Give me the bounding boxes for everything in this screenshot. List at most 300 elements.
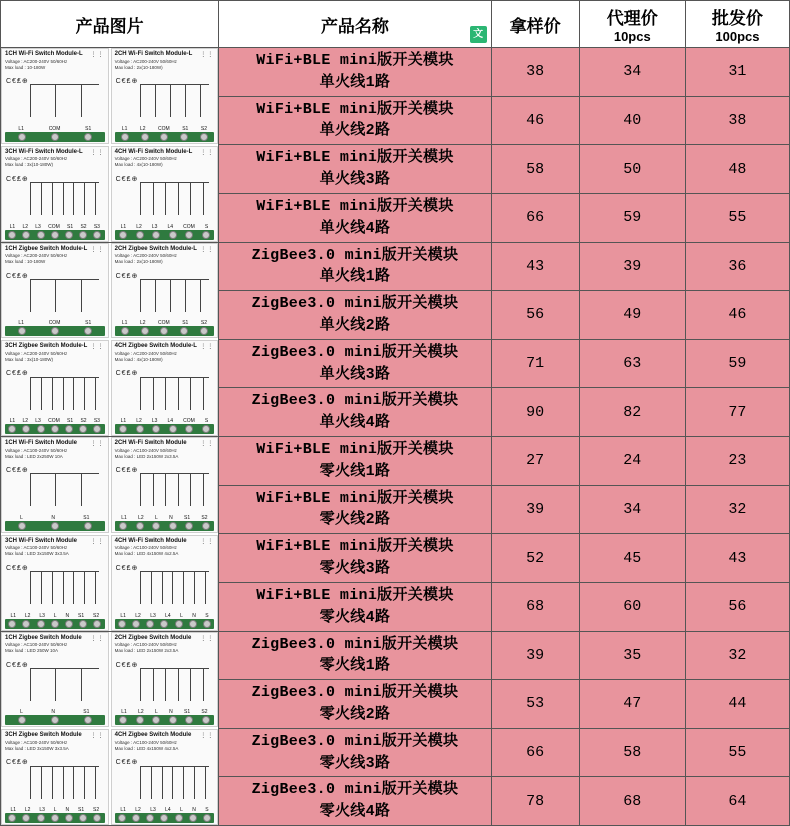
module-terminal-block xyxy=(115,326,215,336)
terminal-label: S1 xyxy=(77,807,85,813)
module-maxload: Max load : 2x(10-180W) xyxy=(114,64,163,70)
module-title: 1CH Wi-Fi Switch Module xyxy=(5,440,77,446)
certification-marks-icon: C€₤⊕ xyxy=(115,175,139,183)
module-wiring-diagram xyxy=(2,367,108,419)
sample-price-cell: 27 xyxy=(491,437,579,486)
wholesale-price-cell: 32 xyxy=(685,631,789,680)
module-vent-dots-icon: ⋮⋮ xyxy=(90,344,105,351)
terminal-screw-icon xyxy=(22,231,30,239)
header-product-name xyxy=(219,1,491,48)
product-name-line2: 单火线2路 xyxy=(319,316,391,334)
module-title: 1CH Wi-Fi Switch Module-L xyxy=(5,51,83,57)
module-terminal-labels xyxy=(6,613,104,619)
product-name-line1: WiFi+BLE mini版开关模块 xyxy=(256,149,454,167)
product-module-image xyxy=(1,437,109,533)
product-name-line1: WiFi+BLE mini版开关模块 xyxy=(256,489,454,507)
terminal-screw-icon xyxy=(132,620,140,628)
wholesale-price-cell: 59 xyxy=(685,339,789,388)
product-name-line1: WiFi+BLE mini版开关模块 xyxy=(256,52,454,70)
wholesale-price-cell: 23 xyxy=(685,437,789,486)
module-vent-dots-icon: ⋮⋮ xyxy=(90,441,105,447)
terminal-label: L3 xyxy=(151,223,158,230)
module-voltage: Voltage : AC100-240V 50/60Hz xyxy=(114,545,177,551)
module-title: 3CH Zigbee Switch Module xyxy=(5,732,82,739)
terminal-screw-icon xyxy=(37,231,45,239)
terminal-screw-icon xyxy=(169,522,177,530)
module-voltage: Voltage : AC100-240V 50/60Hz xyxy=(5,545,68,551)
terminal-label: L1 xyxy=(120,418,127,424)
product-name-line1: ZigBee3.0 mini版开关模块 xyxy=(251,392,459,410)
module-image-grid xyxy=(1,48,218,242)
terminal-screw-icon xyxy=(93,814,101,822)
product-module-image xyxy=(1,243,109,339)
product-name-line2: 单火线3路 xyxy=(319,365,391,383)
agent-price-cell: 68 xyxy=(579,777,685,826)
module-maxload: Max load : 2x(10-180W) xyxy=(114,259,163,265)
terminal-label: COM xyxy=(183,418,195,424)
module-terminal-labels xyxy=(6,126,104,132)
terminal-screw-icon xyxy=(202,231,210,239)
terminal-screw-icon xyxy=(119,425,127,433)
sample-price-cell: 43 xyxy=(491,242,579,291)
product-name-line2: 单火线3路 xyxy=(319,171,391,189)
terminal-screw-icon xyxy=(200,133,208,141)
agent-price-cell: 35 xyxy=(579,631,685,680)
terminal-label: S3 xyxy=(93,418,100,424)
product-name-cell xyxy=(219,680,491,729)
terminal-label: L1 xyxy=(120,223,127,230)
terminal-label: N xyxy=(169,709,173,716)
terminal-label: S1 xyxy=(183,709,191,716)
terminal-label: L1 xyxy=(9,223,16,230)
header-agent-price-label: 代理价 xyxy=(606,9,658,28)
module-voltage: Voltage : AC200-240V 50/60Hz xyxy=(114,253,177,258)
terminal-screw-icon xyxy=(152,425,160,433)
wholesale-price-cell: 43 xyxy=(685,534,789,583)
module-terminal-labels xyxy=(116,613,214,619)
terminal-screw-icon xyxy=(175,814,183,822)
terminal-label: S2 xyxy=(80,418,87,424)
terminal-label: L1 xyxy=(120,612,126,619)
terminal-label: S1 xyxy=(182,125,189,132)
terminal-screw-icon xyxy=(152,231,160,239)
product-name-cell xyxy=(219,242,491,291)
terminal-label: L2 xyxy=(24,612,31,619)
module-wiring-diagram xyxy=(112,270,218,322)
module-voltage: Voltage : AC100-240V 50/60Hz xyxy=(5,739,68,745)
sample-price-cell: 90 xyxy=(491,388,579,437)
product-name-line1: ZigBee3.0 mini版开关模块 xyxy=(251,781,459,799)
terminal-screw-icon xyxy=(84,716,92,724)
module-voltage: Voltage : AC100-240V 50/60Hz xyxy=(114,739,177,745)
certification-marks-icon: C€₤⊕ xyxy=(6,175,29,183)
terminal-label: L4 xyxy=(167,223,174,230)
module-image-grid xyxy=(1,243,218,437)
certification-marks-icon: C€₤⊕ xyxy=(115,370,139,378)
product-name-line2: 零火线4路 xyxy=(319,803,391,821)
product-name-line1: WiFi+BLE mini版开关模块 xyxy=(256,197,454,215)
certification-marks-icon: C€₤⊕ xyxy=(6,272,29,280)
module-terminal-block xyxy=(115,132,215,142)
terminal-screw-icon xyxy=(51,620,59,628)
module-vent-dots-icon: ⋮⋮ xyxy=(200,246,215,253)
terminal-label: L2 xyxy=(135,807,141,813)
sample-price-cell: 46 xyxy=(491,96,579,145)
circuit-lines xyxy=(138,562,214,614)
module-terminal-block xyxy=(115,424,215,434)
terminal-screw-icon xyxy=(180,327,188,335)
header-sample-price: 拿样价 xyxy=(491,1,579,48)
module-voltage: Voltage : AC200-240V 50/60Hz xyxy=(5,253,68,258)
terminal-label: S2 xyxy=(200,320,207,327)
terminal-screw-icon xyxy=(136,231,144,239)
sample-price-cell: 68 xyxy=(491,582,579,631)
header-wholesale-price-label: 批发价 xyxy=(711,9,763,28)
terminal-label: S1 xyxy=(83,709,90,716)
terminal-screw-icon xyxy=(119,231,127,239)
product-name-cell xyxy=(219,339,491,388)
terminal-label: L4 xyxy=(167,418,174,424)
certification-marks-icon: C€₤⊕ xyxy=(115,78,139,85)
terminal-label: S1 xyxy=(85,320,92,327)
terminal-label: L1 xyxy=(121,709,127,716)
module-vent-dots-icon: ⋮⋮ xyxy=(200,733,215,740)
certification-marks-icon: C€₤⊕ xyxy=(6,759,29,767)
module-terminal-block xyxy=(115,230,215,240)
terminal-label: L1 xyxy=(121,125,128,132)
terminal-label: L3 xyxy=(150,612,156,619)
terminal-screw-icon xyxy=(136,522,144,530)
wholesale-price-cell: 36 xyxy=(685,242,789,291)
terminal-screw-icon xyxy=(185,716,193,724)
terminal-label: S2 xyxy=(200,125,207,132)
agent-price-cell: 63 xyxy=(579,339,685,388)
terminal-label: N xyxy=(192,807,196,813)
module-terminal-block xyxy=(5,230,105,240)
product-name-line1: ZigBee3.0 mini版开关模块 xyxy=(251,732,459,750)
module-wiring-diagram xyxy=(112,75,218,127)
terminal-label: L3 xyxy=(35,223,41,230)
table-header-row xyxy=(1,1,790,48)
terminal-screw-icon xyxy=(84,327,92,335)
module-wiring-diagram xyxy=(112,756,218,808)
certification-marks-icon: C€₤⊕ xyxy=(6,467,29,474)
terminal-screw-icon xyxy=(141,133,149,141)
terminal-label: L xyxy=(180,807,183,813)
module-wiring-diagram xyxy=(112,562,218,614)
terminal-screw-icon xyxy=(141,327,149,335)
terminal-label: S1 xyxy=(83,514,90,521)
terminal-label: L3 xyxy=(39,612,45,619)
circuit-lines xyxy=(28,75,104,127)
product-image-cell xyxy=(1,242,219,437)
module-wiring-diagram xyxy=(2,75,108,127)
terminal-screw-icon xyxy=(146,620,154,628)
product-image-cell xyxy=(1,631,219,826)
product-image-cell xyxy=(1,48,219,243)
product-name-cell xyxy=(219,291,491,340)
module-terminal-block xyxy=(5,132,105,142)
sample-price-cell: 39 xyxy=(491,631,579,680)
terminal-label: COM xyxy=(183,223,195,230)
terminal-screw-icon xyxy=(202,425,210,433)
terminal-label: N xyxy=(192,612,196,619)
product-name-cell xyxy=(219,582,491,631)
certification-marks-icon: C€₤⊕ xyxy=(115,759,139,767)
header-agent-price-qty: 10pcs xyxy=(613,29,651,44)
terminal-screw-icon xyxy=(8,425,16,433)
module-terminal-block xyxy=(5,424,105,434)
terminal-label: N xyxy=(65,612,70,619)
module-terminal-labels xyxy=(6,224,104,230)
terminal-screw-icon xyxy=(18,133,26,141)
circuit-lines xyxy=(138,173,214,225)
sample-price-cell: 56 xyxy=(491,291,579,340)
terminal-label: S2 xyxy=(80,223,87,230)
terminal-label: S xyxy=(204,418,209,424)
module-wiring-diagram xyxy=(112,367,218,419)
product-module-image xyxy=(111,146,219,242)
sample-price-cell: 78 xyxy=(491,777,579,826)
wholesale-price-cell: 38 xyxy=(685,96,789,145)
product-name-line1: ZigBee3.0 mini版开关模块 xyxy=(251,295,459,313)
wholesale-price-cell: 64 xyxy=(685,777,789,826)
terminal-screw-icon xyxy=(160,133,168,141)
terminal-label: S2 xyxy=(201,709,208,716)
agent-price-cell: 60 xyxy=(579,582,685,631)
terminal-screw-icon xyxy=(185,522,193,530)
product-name-cell xyxy=(219,534,491,583)
terminal-screw-icon xyxy=(51,133,59,141)
terminal-label: N xyxy=(169,514,173,521)
module-voltage: Voltage : AC200-240V 50/60Hz xyxy=(114,58,177,64)
module-vent-dots-icon: ⋮⋮ xyxy=(90,149,105,156)
terminal-screw-icon xyxy=(119,522,127,530)
module-title: 1CH Zigbee Switch Module-L xyxy=(5,245,88,252)
module-terminal-block xyxy=(115,521,215,531)
module-maxload: Max load : 10-180W xyxy=(5,64,46,70)
product-name-line1: ZigBee3.0 mini版开关模块 xyxy=(251,343,459,361)
module-vent-dots-icon: ⋮⋮ xyxy=(200,344,215,351)
translate-icon[interactable]: 文 xyxy=(470,26,487,43)
certification-marks-icon: C€₤⊕ xyxy=(6,661,29,669)
module-terminal-block xyxy=(5,326,105,336)
terminal-screw-icon xyxy=(202,716,210,724)
product-name-cell xyxy=(219,145,491,194)
terminal-label: L1 xyxy=(120,807,126,813)
terminal-label: L1 xyxy=(18,320,24,327)
terminal-screw-icon xyxy=(37,620,45,628)
terminal-screw-icon xyxy=(132,814,140,822)
terminal-screw-icon xyxy=(180,133,188,141)
terminal-screw-icon xyxy=(8,620,16,628)
terminal-screw-icon xyxy=(18,522,26,530)
product-module-image xyxy=(1,535,109,631)
terminal-screw-icon xyxy=(65,814,73,822)
product-name-line1: WiFi+BLE mini版开关模块 xyxy=(256,538,454,556)
terminal-label: S1 xyxy=(77,612,85,619)
circuit-lines xyxy=(28,367,104,419)
module-voltage: Voltage : AC100-240V 50/60Hz xyxy=(5,447,68,453)
terminal-label: L2 xyxy=(136,418,142,424)
terminal-screw-icon xyxy=(51,231,59,239)
agent-price-cell: 34 xyxy=(579,48,685,97)
terminal-screw-icon xyxy=(93,231,101,239)
agent-price-cell: 45 xyxy=(579,534,685,583)
agent-price-cell: 34 xyxy=(579,485,685,534)
terminal-screw-icon xyxy=(51,716,59,724)
terminal-screw-icon xyxy=(203,620,211,628)
module-terminal-block xyxy=(115,619,215,629)
certification-marks-icon: C€₤⊕ xyxy=(115,564,139,572)
terminal-label: N xyxy=(51,514,55,521)
terminal-label: S1 xyxy=(183,514,191,521)
header-wholesale-price-qty: 100pcs xyxy=(715,29,760,44)
terminal-label: S1 xyxy=(67,418,74,424)
terminal-screw-icon xyxy=(169,231,177,239)
terminal-screw-icon xyxy=(37,814,45,822)
terminal-screw-icon xyxy=(93,425,101,433)
agent-price-cell: 47 xyxy=(579,680,685,729)
certification-marks-icon: C€₤⊕ xyxy=(115,467,139,474)
product-image-cell xyxy=(1,437,219,632)
circuit-lines xyxy=(138,75,214,127)
terminal-label: L2 xyxy=(138,514,144,521)
module-terminal-block xyxy=(5,813,105,823)
module-title: 4CH Zigbee Switch Module-L xyxy=(114,343,197,350)
terminal-screw-icon xyxy=(189,814,197,822)
agent-price-cell: 59 xyxy=(579,193,685,242)
module-maxload: Max load : LED 2x150W 2x3.5A xyxy=(114,648,179,654)
terminal-screw-icon xyxy=(189,620,197,628)
wholesale-price-cell: 55 xyxy=(685,193,789,242)
product-name-cell xyxy=(219,631,491,680)
terminal-label: COM xyxy=(158,125,170,132)
product-name-cell xyxy=(219,485,491,534)
terminal-screw-icon xyxy=(169,425,177,433)
terminal-screw-icon xyxy=(51,327,59,335)
terminal-screw-icon xyxy=(121,133,129,141)
module-title: 3CH Zigbee Switch Module-L xyxy=(5,343,88,350)
module-maxload: Max load : LED 4x150W 4x2.5A xyxy=(114,745,179,751)
terminal-label: S1 xyxy=(85,125,92,132)
terminal-screw-icon xyxy=(152,522,160,530)
module-terminal-block xyxy=(115,715,215,725)
product-name-line1: ZigBee3.0 mini版开关模块 xyxy=(251,684,459,702)
terminal-label: L1 xyxy=(9,418,16,424)
terminal-screw-icon xyxy=(175,620,183,628)
module-wiring-diagram xyxy=(2,756,108,808)
module-title: 3CH Wi-Fi Switch Module xyxy=(5,537,77,544)
header-product-name-label: 产品名称 xyxy=(320,16,389,36)
terminal-screw-icon xyxy=(8,231,16,239)
terminal-label: L2 xyxy=(138,709,144,716)
sample-price-cell: 71 xyxy=(491,339,579,388)
module-image-grid xyxy=(1,632,218,826)
product-name-line2: 单火线1路 xyxy=(319,268,391,286)
module-terminal-block xyxy=(5,521,105,531)
terminal-screw-icon xyxy=(118,814,126,822)
product-module-image xyxy=(111,535,219,631)
sample-price-cell: 53 xyxy=(491,680,579,729)
module-vent-dots-icon: ⋮⋮ xyxy=(90,246,105,253)
terminal-label: L3 xyxy=(35,418,41,424)
terminal-label: L2 xyxy=(135,612,141,619)
terminal-screw-icon xyxy=(185,231,193,239)
terminal-screw-icon xyxy=(185,425,193,433)
circuit-lines xyxy=(28,659,104,711)
sample-price-cell: 39 xyxy=(491,485,579,534)
header-agent-price xyxy=(579,1,685,48)
product-name-line2: 零火线1路 xyxy=(319,462,391,480)
product-name-line2: 零火线1路 xyxy=(319,657,391,675)
terminal-label: L4 xyxy=(165,612,171,619)
header-wholesale-price xyxy=(685,1,789,48)
terminal-screw-icon xyxy=(51,814,59,822)
terminal-screw-icon xyxy=(160,814,168,822)
terminal-screw-icon xyxy=(37,425,45,433)
terminal-label: S xyxy=(205,612,209,619)
module-vent-dots-icon: ⋮⋮ xyxy=(90,52,105,58)
terminal-screw-icon xyxy=(22,620,30,628)
terminal-label: L2 xyxy=(139,125,146,132)
circuit-lines xyxy=(138,270,214,322)
terminal-screw-icon xyxy=(22,814,30,822)
module-terminal-block xyxy=(115,813,215,823)
terminal-label: L2 xyxy=(24,807,31,813)
terminal-label: L1 xyxy=(10,612,16,619)
terminal-screw-icon xyxy=(51,522,59,530)
product-name-line1: WiFi+BLE mini版开关模块 xyxy=(256,100,454,118)
terminal-label: L1 xyxy=(121,514,127,521)
certification-marks-icon: C€₤⊕ xyxy=(6,370,29,378)
product-name-cell xyxy=(219,777,491,826)
table-body xyxy=(1,48,790,826)
module-terminal-block xyxy=(5,715,105,725)
module-wiring-diagram xyxy=(2,562,108,614)
terminal-screw-icon xyxy=(65,425,73,433)
product-module-image xyxy=(111,729,219,825)
module-image-grid xyxy=(1,437,218,631)
module-maxload: Max load : LED 250W 10A xyxy=(5,648,59,654)
terminal-screw-icon xyxy=(8,814,16,822)
circuit-lines xyxy=(28,756,104,808)
module-title: 2CH Zigbee Switch Module-L xyxy=(114,245,197,252)
module-maxload: Max load : LED 2x250W 10A xyxy=(5,453,63,459)
terminal-screw-icon xyxy=(160,620,168,628)
terminal-label: S2 xyxy=(93,807,100,813)
module-maxload: Max load : 4x(10-180W) xyxy=(114,356,163,362)
terminal-screw-icon xyxy=(200,327,208,335)
terminal-label: L4 xyxy=(165,807,171,813)
wholesale-price-cell: 48 xyxy=(685,145,789,194)
module-wiring-diagram xyxy=(2,270,108,322)
product-module-image xyxy=(111,632,219,728)
circuit-lines xyxy=(28,464,104,516)
module-maxload: Max load : LED 2x150W 2x3.5A xyxy=(114,453,179,459)
terminal-screw-icon xyxy=(84,522,92,530)
product-module-image xyxy=(1,340,109,436)
terminal-label: L xyxy=(20,514,23,521)
terminal-label: S xyxy=(205,807,209,813)
module-title: 1CH Zigbee Switch Module xyxy=(5,634,82,641)
product-name-line2: 零火线3路 xyxy=(319,754,391,772)
module-vent-dots-icon: ⋮⋮ xyxy=(90,635,105,642)
agent-price-cell: 82 xyxy=(579,388,685,437)
product-name-line2: 零火线3路 xyxy=(319,560,391,578)
circuit-lines xyxy=(28,270,104,322)
product-module-image xyxy=(111,437,219,533)
